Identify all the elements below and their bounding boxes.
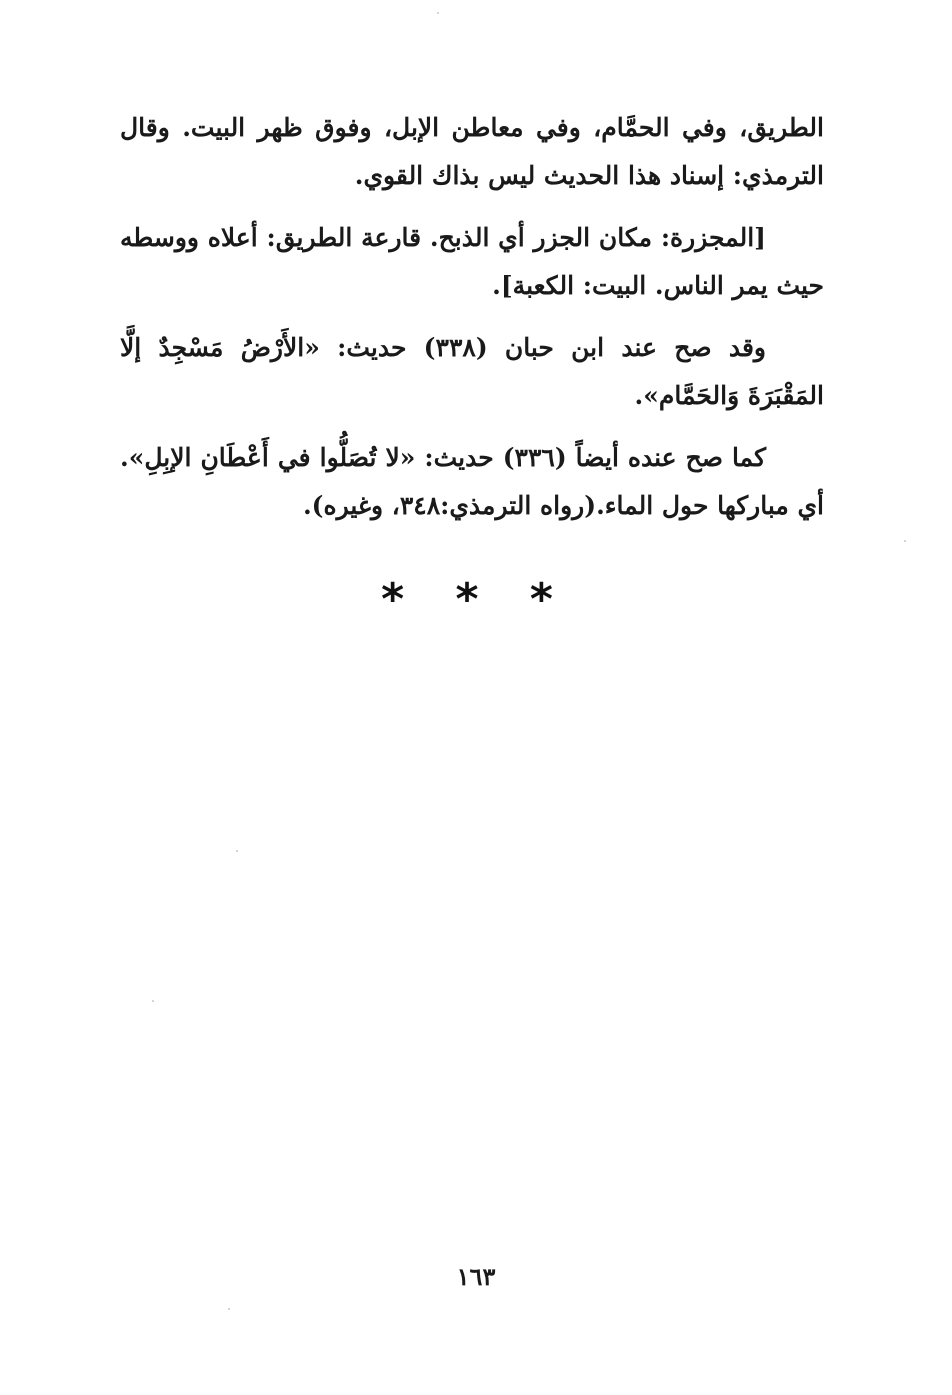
section-separator: * * * [381, 574, 571, 625]
scan-speck [228, 1308, 230, 1310]
body-text [120, 104, 824, 544]
page-number: ١٦٣ [456, 1262, 496, 1291]
paragraph-glossary: [المجزرة: مكان الجزر أي الذبح. قارعة الطريق: أعلاه ووسطه حيث يمر الناس. البيت: الكعبة]. [120, 223, 824, 300]
paragraph-continuation: الطريق، وفي الحمَّام، وفي معاطن الإبل، وفوق ظهر البيت. وقال الترمذي: إسناد هذا الحديث ليس بذاك القوي. [120, 113, 824, 190]
scan-speck [236, 850, 238, 852]
scan-speck [152, 1000, 154, 1002]
scan-speck [437, 12, 439, 14]
paragraph-hadith-camels: كما صح عنده أيضاً (٣٣٦) حديث: «لا تُصَلُّوا في أَعْطَانِ الإبِلِ». أي مباركها حول الماء.(رواه الترمذي:٣٤٨، وغيره). [120, 443, 824, 520]
scan-speck [904, 540, 906, 542]
paragraph-hadith-ibn-hibban: وقد صح عند ابن حبان (٣٣٨) حديث: «الأَرْضُ مَسْجِدٌ إلَّا المَقْبَرَةَ وَالحَمَّام». [120, 333, 824, 410]
